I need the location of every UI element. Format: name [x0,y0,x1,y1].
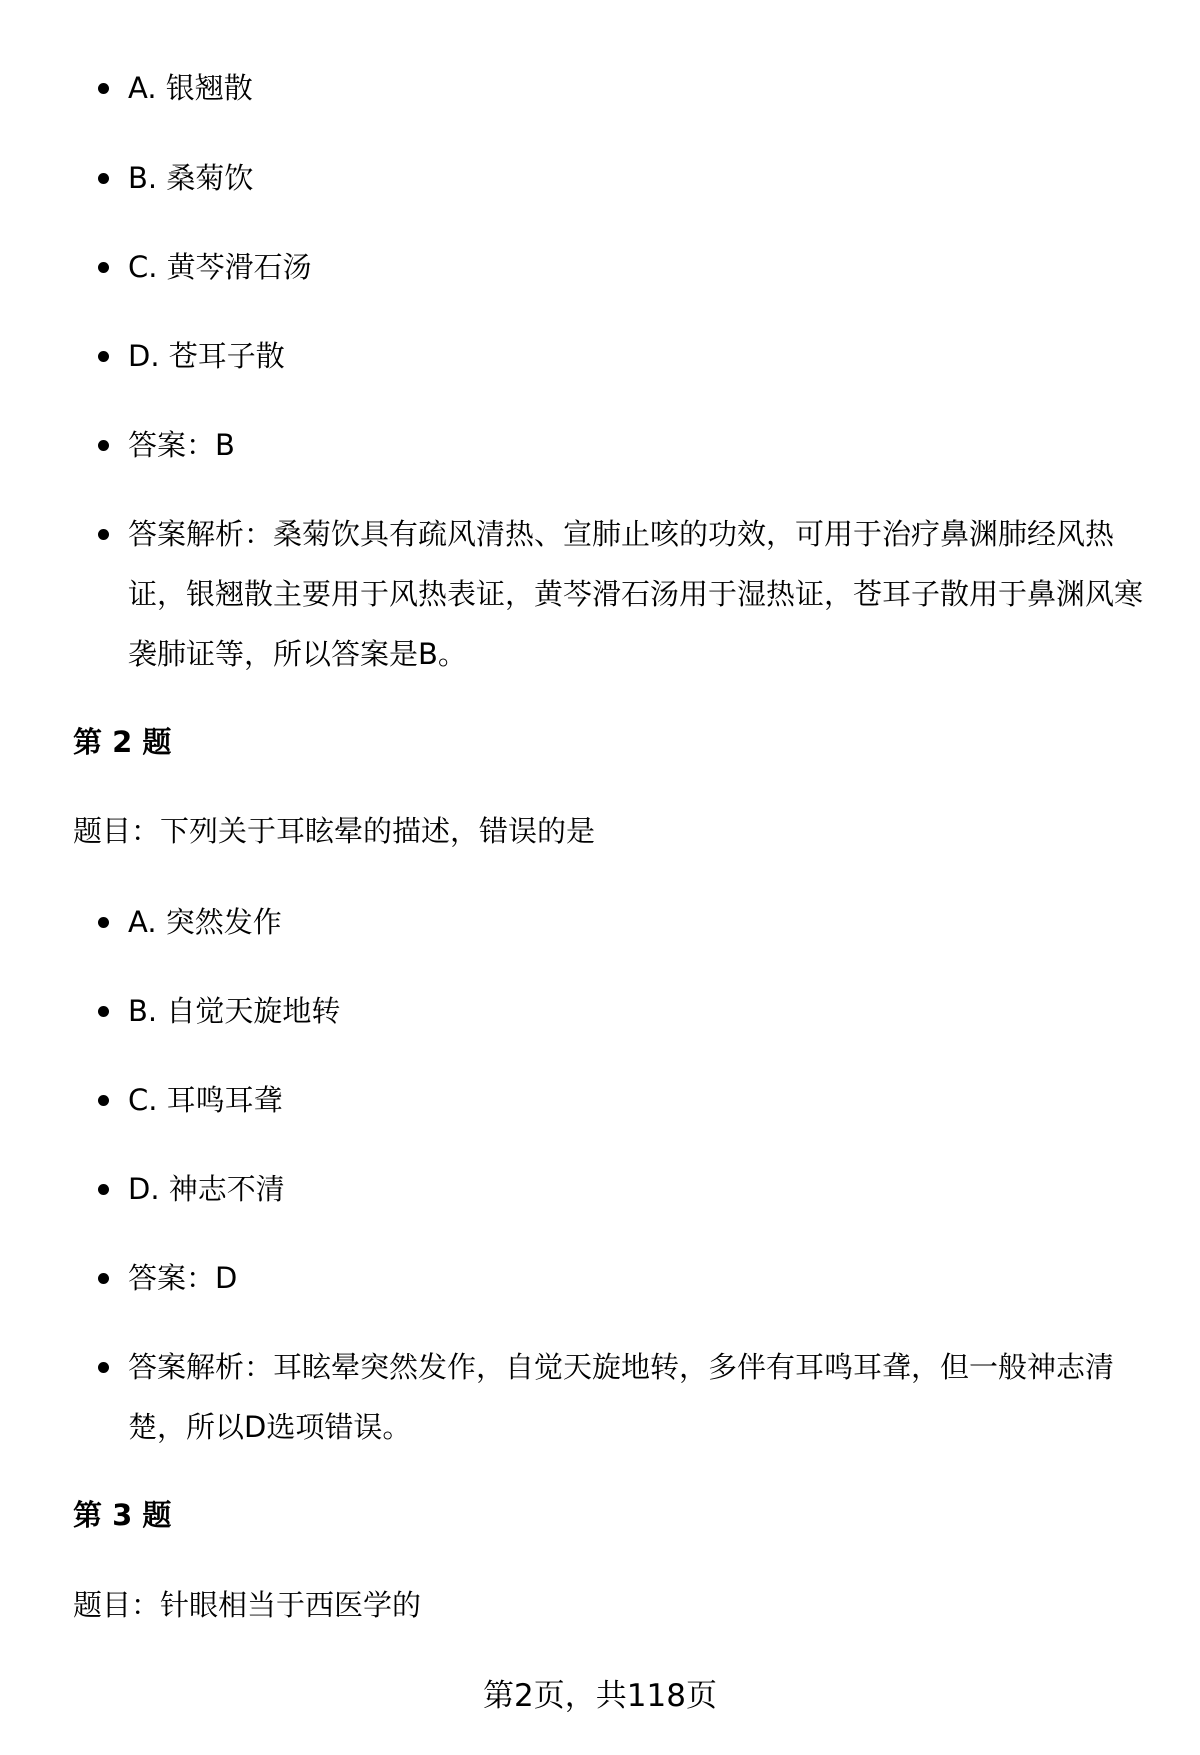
q2-heading: 第 2 题 [73,725,172,759]
q1-option-c: C. 黄芩滑石汤 [128,237,1148,297]
page-number-footer: 第2页，共118页 [483,1678,717,1714]
q2-analysis: 答案解析：耳眩晕突然发作，自觉天旋地转，多伴有耳鸣耳聋，但一般神志清楚，所以D选项错误。 [128,1337,1148,1457]
q2-option-b: B. 自觉天旋地转 [128,981,1148,1041]
q3-question: 题目：针眼相当于西医学的 [73,1588,422,1622]
bullet-icon [98,1095,109,1106]
q2-option-a: A. 突然发作 [128,892,1148,952]
bullet-icon [98,917,109,928]
q2-answer: 答案：D [128,1248,1148,1308]
bullet-icon [98,1362,109,1373]
bullet-icon [98,1006,109,1017]
bullet-icon [98,262,109,273]
q3-heading: 第 3 题 [73,1498,172,1532]
bullet-icon [98,173,109,184]
bullet-icon [98,440,109,451]
bullet-icon [98,529,109,540]
q1-option-a: A. 银翘散 [128,58,1148,118]
bullet-icon [98,351,109,362]
q1-answer: 答案：B [128,415,1148,475]
q2-option-c: C. 耳鸣耳聋 [128,1070,1148,1130]
q1-option-b: B. 桑菊饮 [128,148,1148,208]
q2-option-d: D. 神志不清 [128,1159,1148,1219]
bullet-icon [98,1273,109,1284]
q1-analysis: 答案解析：桑菊饮具有疏风清热、宣肺止咳的功效，可用于治疗鼻渊肺经风热证，银翘散主要用于风热表证，黄芩滑石汤用于湿热证，苍耳子散用于鼻渊风寒袭肺证等，所以答案是B。 [128,504,1148,684]
bullet-icon [98,83,109,94]
bullet-icon [98,1184,109,1195]
q1-option-d: D. 苍耳子散 [128,326,1148,386]
q2-question: 题目：下列关于耳眩晕的描述，错误的是 [73,814,596,848]
